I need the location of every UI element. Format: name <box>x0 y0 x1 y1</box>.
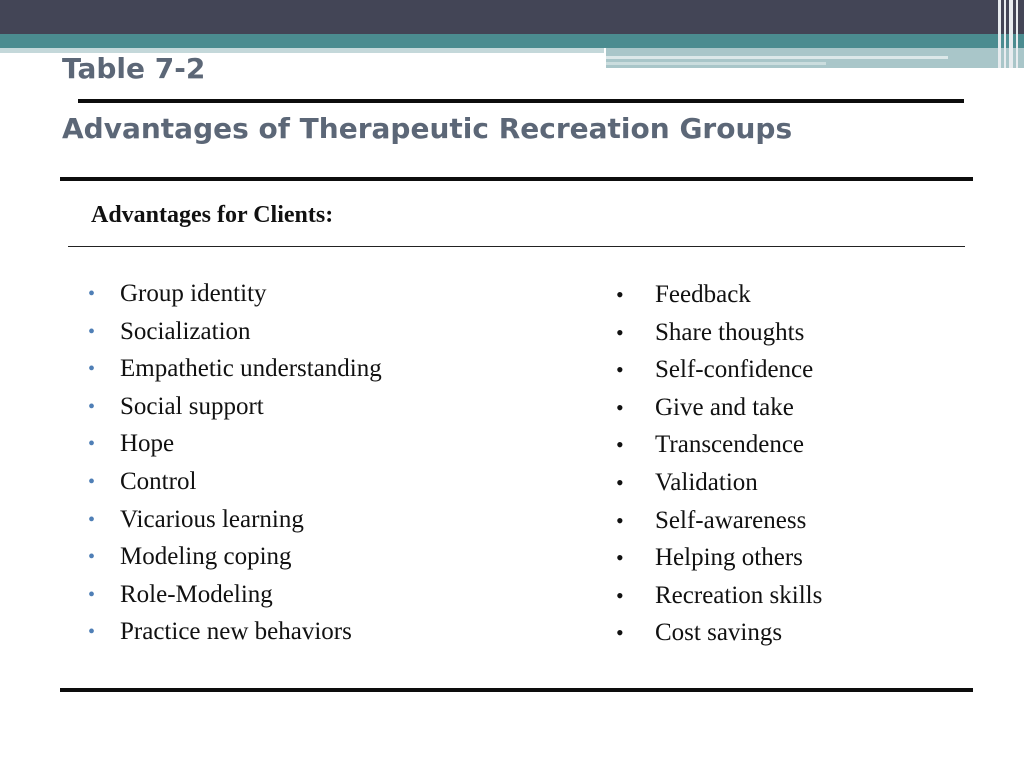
list-item <box>614 507 822 545</box>
list-item <box>88 543 382 581</box>
table-top-rule <box>60 177 973 181</box>
bullet-icon: • <box>88 395 96 418</box>
bullet-icon: • <box>616 394 624 420</box>
list-item-label: Self-confidence <box>655 356 814 384</box>
list-item-label: Modeling coping <box>120 543 292 571</box>
bullet-icon: • <box>616 357 624 383</box>
header-teal-band <box>0 34 1024 48</box>
list-item <box>614 319 822 357</box>
list-item <box>88 355 382 393</box>
bullet-icon: • <box>88 433 96 456</box>
table-heading-rule <box>68 246 965 247</box>
list-item <box>88 618 382 656</box>
bullet-icon: • <box>616 545 624 571</box>
list-item-label: Cost savings <box>655 619 783 647</box>
slide-title: Table 7-2 <box>62 52 206 85</box>
list-item-label: Share thoughts <box>655 318 805 346</box>
list-item <box>614 281 822 319</box>
bullet-icon: • <box>88 508 96 531</box>
list-item <box>88 506 382 544</box>
list-item <box>614 431 822 469</box>
title-rule <box>78 99 964 103</box>
bullet-icon: • <box>88 470 96 493</box>
list-item-label: Practice new behaviors <box>120 618 352 646</box>
list-item <box>614 582 822 620</box>
list-item-label: Socialization <box>120 317 251 345</box>
bullet-icon: • <box>616 582 624 608</box>
list-item <box>614 544 822 582</box>
list-item <box>614 394 822 432</box>
header-accent-line <box>606 62 826 65</box>
list-item <box>614 619 822 657</box>
list-item <box>614 356 822 394</box>
list-item-label: Vicarious learning <box>120 505 304 533</box>
table-bottom-rule <box>60 688 973 692</box>
list-item <box>88 581 382 619</box>
list-item-label: Role-Modeling <box>120 580 273 608</box>
header-dark-band <box>0 0 1024 34</box>
list-item-label: Control <box>120 467 197 495</box>
list-item-label: Transcendence <box>655 431 805 459</box>
list-item <box>88 468 382 506</box>
list-item <box>614 469 822 507</box>
right-advantages-list <box>614 281 822 657</box>
header-stripes <box>994 0 1024 68</box>
list-item <box>88 393 382 431</box>
bullet-icon: • <box>616 282 624 307</box>
bullet-icon: • <box>616 319 624 345</box>
bullet-icon: • <box>88 546 96 569</box>
table-heading: Advantages for Clients: <box>91 202 334 228</box>
list-item-label: Recreation skills <box>655 581 823 609</box>
list-item <box>88 430 382 468</box>
list-item-label: Group identity <box>120 280 267 307</box>
bullet-icon: • <box>88 583 96 606</box>
list-item-label: Give and take <box>655 393 794 421</box>
list-item <box>88 318 382 356</box>
list-item-label: Empathetic understanding <box>120 355 382 383</box>
bullet-icon: • <box>88 621 96 644</box>
bullet-icon: • <box>88 283 96 305</box>
header-accent-line <box>606 56 948 59</box>
list-item-label: Helping others <box>655 544 803 572</box>
left-advantages-list <box>88 280 382 656</box>
list-item-label: Hope <box>120 430 175 458</box>
bullet-icon: • <box>616 432 624 458</box>
list-item-label: Validation <box>655 468 758 496</box>
bullet-icon: • <box>88 320 96 343</box>
bullet-icon: • <box>616 507 624 533</box>
list-item <box>88 280 382 318</box>
slide-subtitle: Advantages of Therapeutic Recreation Groups <box>62 112 793 145</box>
bullet-icon: • <box>616 620 624 646</box>
bullet-icon: • <box>88 358 96 381</box>
list-item-label: Social support <box>120 392 264 420</box>
list-item-label: Self-awareness <box>655 506 807 534</box>
list-item-label: Feedback <box>655 281 751 308</box>
bullet-icon: • <box>616 469 624 495</box>
